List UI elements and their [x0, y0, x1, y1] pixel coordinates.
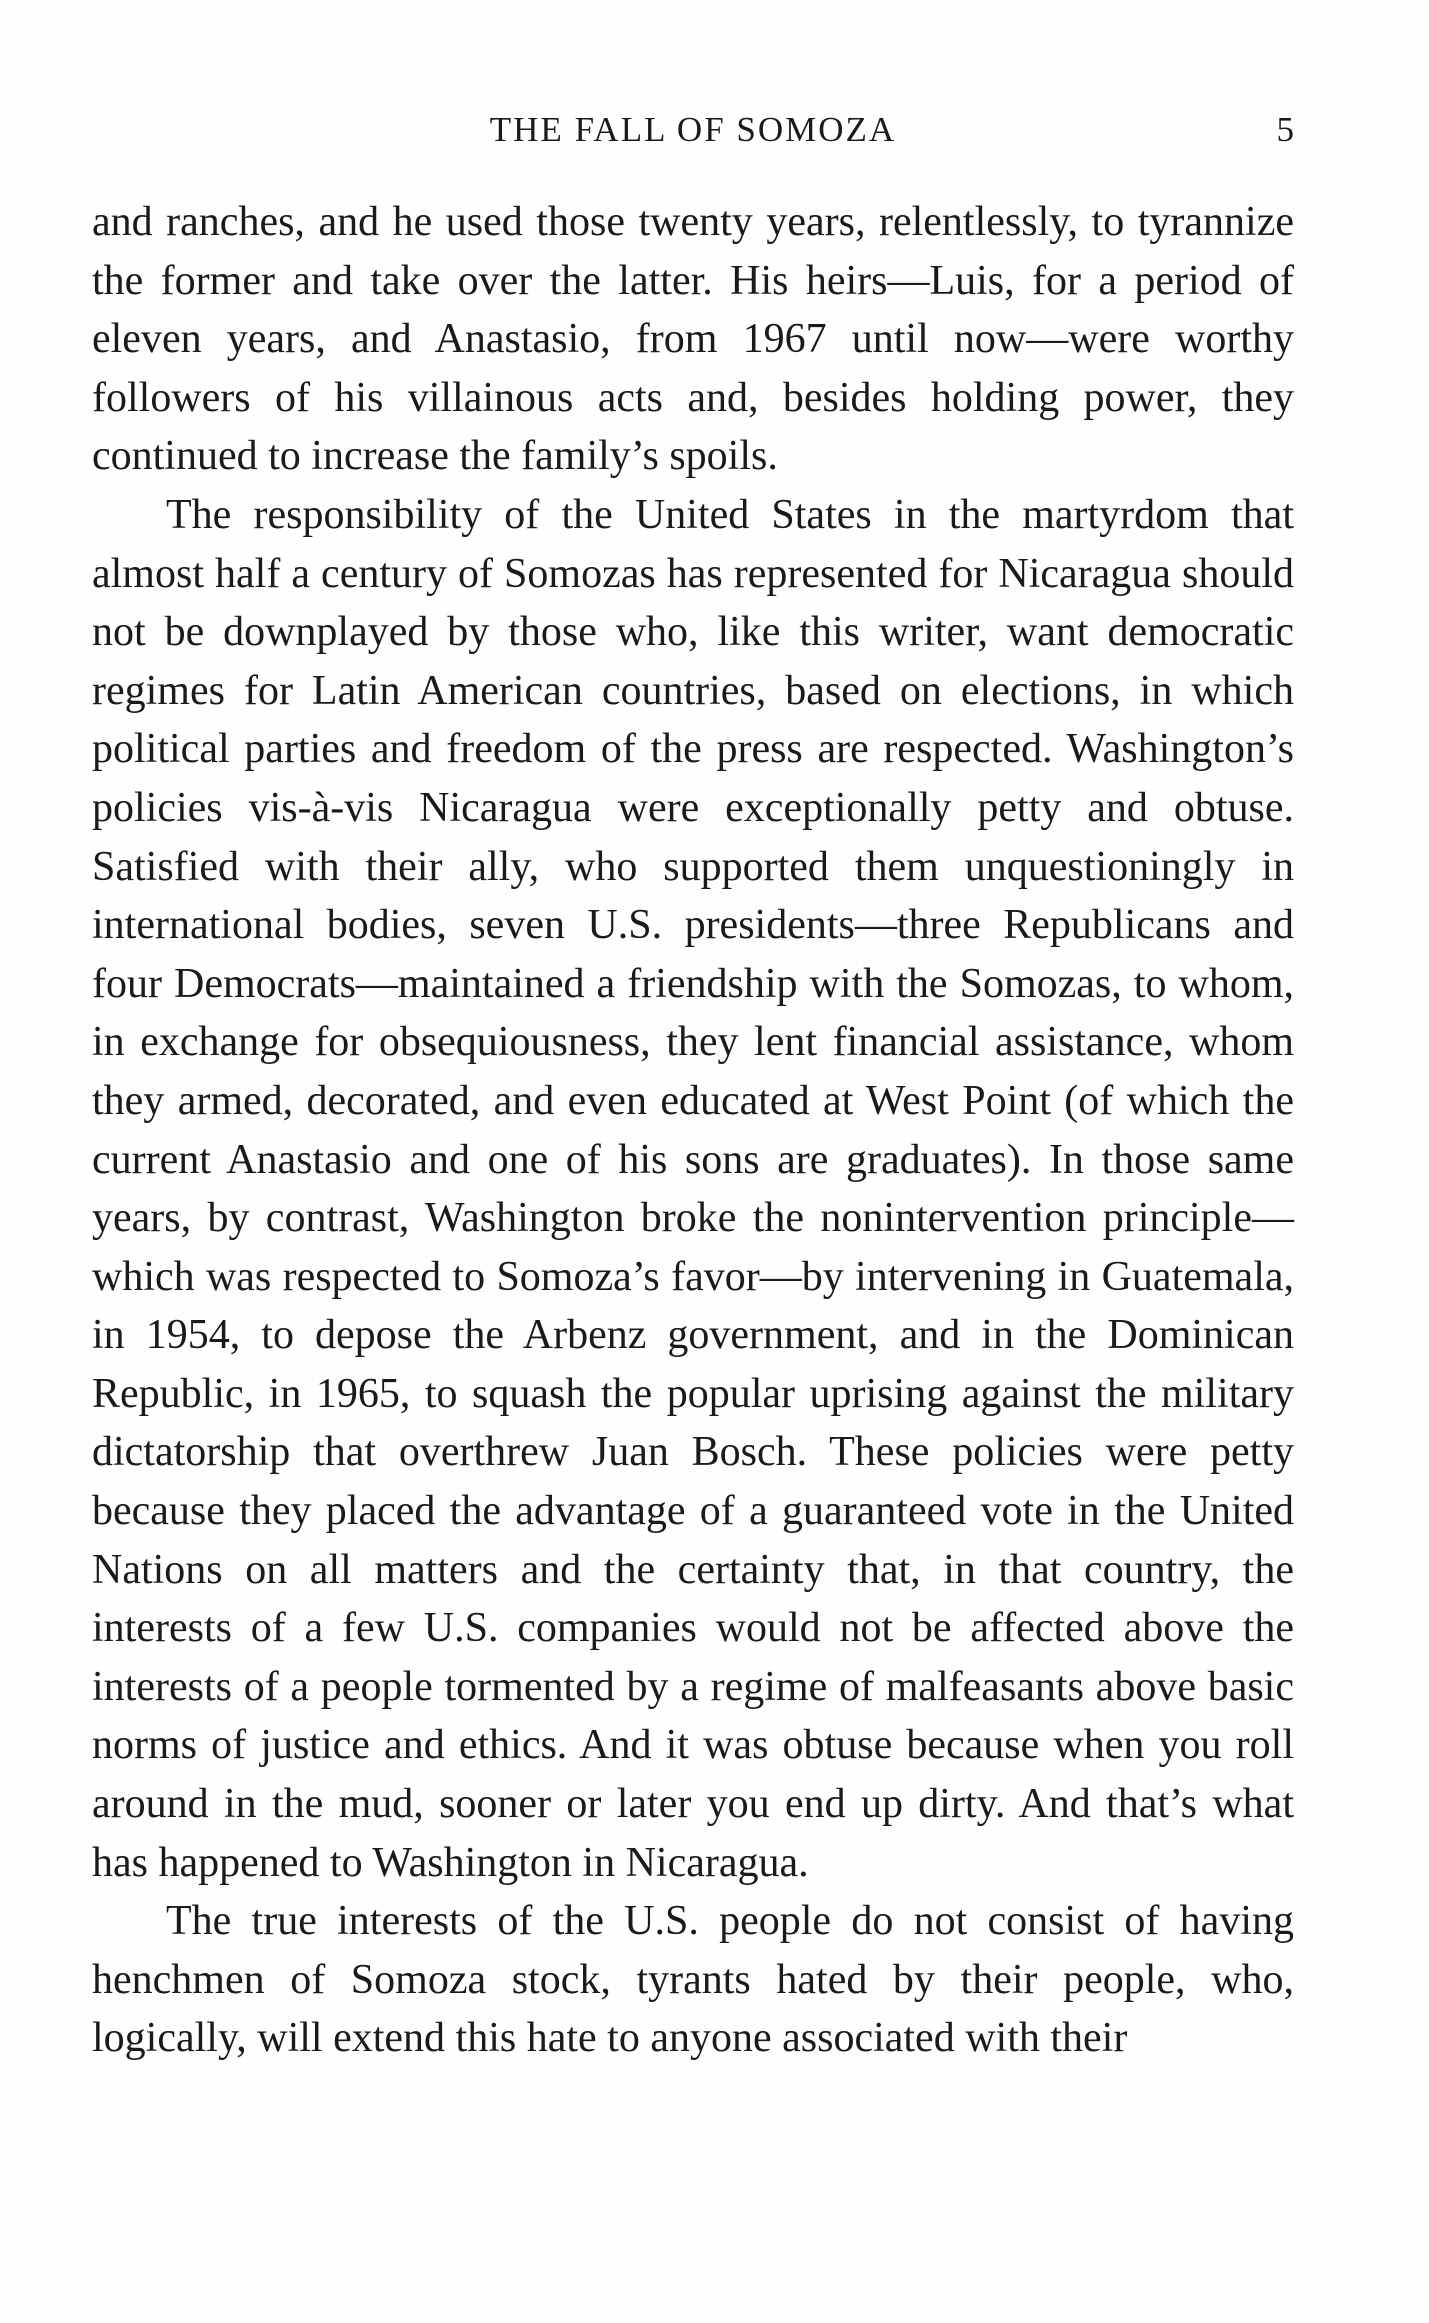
paragraph-true-interests: The true interests of the U.S. people do not consist of having henchmen of Somoza stock, tyrants hated by their people, who, logically, will extend this hate to anyone associated with their — [92, 1898, 1294, 2062]
body-text — [92, 193, 1294, 2068]
paragraph-continued: and ranches, and he used those twenty years, relentlessly, to tyrannize the former and take over the latter. His heirs—Luis, for a period of eleven years, and Anastasio, from 1967 until now—were worthy followers of his villainous acts and, besides holding power, they continued to increase the family’s spoils. — [92, 199, 1294, 480]
paragraph-us-responsibility: The responsibility of the United States in the martyrdom that almost half a century of Somozas has represented for Nicaragua should not be downplayed by those who, like this writer, want democratic regimes for Latin American countries, based on elections, in which political parties and freedom of the press are respected. Washington’s policies vis-à-vis Nicaragua were exceptionally petty and obtuse. Satisfied with their ally, who supported them unquestioningly in international bodies, seven U.S. presidents—three Republicans and four Democrats—maintained a friendship with the Somozas, to whom, in exchange for obsequiousness, they lent financial assistance, whom they armed, decorated, and even educated at West Point (of which the current Anastasio and one of his sons are graduates). In those same years, by contrast, Washington broke the nonintervention principle—which was respected to Somoza’s favor—by intervening in Guatemala, in 1954, to depose the Arbenz government, and in the Dominican Republic, in 1965, to squash the popular uprising against the military dictatorship that overthrew Juan Bosch. These policies were petty because they placed the advantage of a guaranteed vote in the United Nations on all matters and the certainty that, in that country, the interests of a few U.S. companies would not be affected above the interests of a people tormented by a regime of malfeasants above basic norms of justice and ethics. And it was obtuse because when you roll around in the mud, sooner or later you end up dirty. And that’s what has happened to Washington in Nicaragua. — [92, 491, 1294, 1886]
running-head — [92, 100, 1294, 160]
running-title: THE FALL OF SOMOZA — [489, 110, 897, 149]
page-number: 5 — [1276, 110, 1294, 149]
